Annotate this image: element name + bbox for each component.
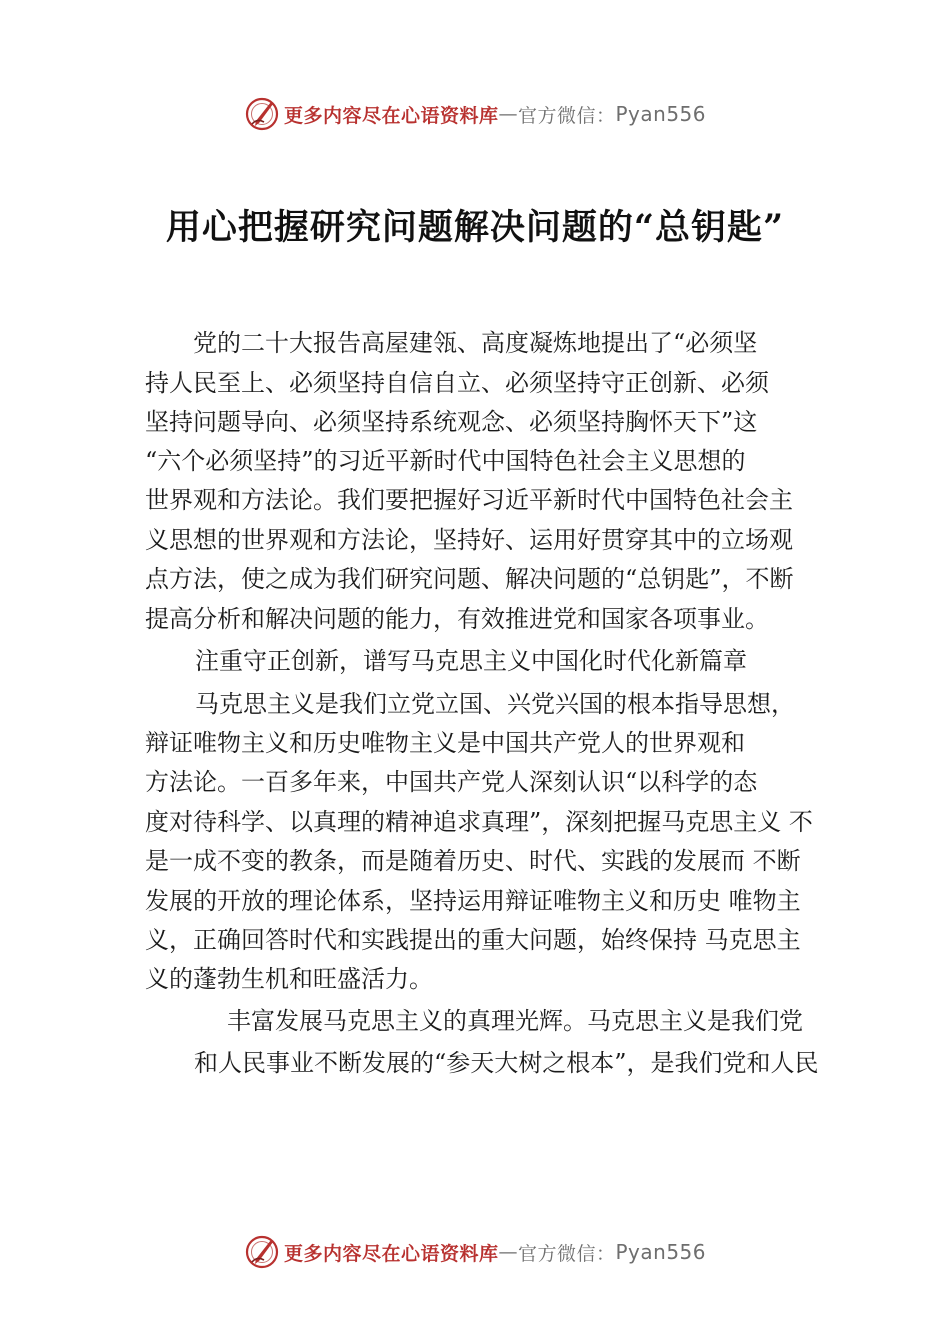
document-title: 用心把握研究问题解决问题的“总钥匙”	[165, 207, 785, 248]
body-line: 党的二十大报告高屋建瓴、高度凝炼地提出了“必须坚	[193, 329, 758, 357]
body-line: 是一成不变的教条，而是随着历史、时代、实践的发展而 不断	[145, 847, 801, 875]
body-line: 发展的开放的理论体系，坚持运用辩证唯物主义和历史 唯物主	[145, 887, 801, 915]
section-heading: 注重守正创新，谱写马克思主义中国化时代化新篇章	[195, 647, 747, 675]
watermark-red-text: 更多内容尽在心语资料库	[283, 104, 499, 127]
body-line: 方法论。一百多年来，中国共产党人深刻认识“以科学的态	[145, 768, 758, 796]
body-line: 丰富发展马克思主义的真理光辉。马克思主义是我们党	[227, 1007, 803, 1035]
body-line: 义，正确回答时代和实践提出的重大问题，始终保持 马克思主	[145, 926, 801, 954]
body-line: “六个必须坚持”的习近平新时代中国特色社会主义思想的	[145, 447, 746, 475]
watermark-gray-text: 官方微信：	[517, 1242, 616, 1265]
body-line: 提高分析和解决问题的能力，有效推进党和国家各项事业。	[145, 605, 769, 633]
body-line: 义的蓬勃生机和旺盛活力。	[145, 965, 433, 993]
watermark-gray-text: 官方微信：	[517, 104, 616, 127]
watermark-dash: —	[498, 1241, 518, 1263]
body-line: 世界观和方法论。我们要把握好习近平新时代中国特色社会主	[145, 486, 793, 514]
watermark-red-text: 更多内容尽在心语资料库	[283, 1242, 499, 1265]
body-line: 度对待科学、以真理的精神追求真理”，深刻把握马克思主义 不	[145, 808, 813, 836]
body-line: 点方法，使之成为我们研究问题、解决问题的“总钥匙”，不断	[145, 565, 794, 593]
header-watermark	[0, 92, 950, 136]
watermark-dash: —	[498, 103, 518, 125]
body-line: 马克思主义是我们立党立国、兴党兴国的根本指导思想，	[195, 690, 795, 718]
body-line: 和人民事业不断发展的“参天大树之根本”，是我们党和人民	[194, 1049, 819, 1077]
body-line: 坚持问题导向、必须坚持系统观念、必须坚持胸怀天下”这	[145, 408, 758, 436]
footer-watermark	[0, 1230, 950, 1274]
quill-logo-icon	[244, 1234, 280, 1270]
quill-logo-icon	[244, 96, 280, 132]
body-line: 持人民至上、必须坚持自信自立、必须坚持守正创新、必须	[145, 369, 769, 397]
watermark-wechat-id: Pyan556	[615, 102, 707, 126]
body-line: 义思想的世界观和方法论，坚持好、运用好贯穿其中的立场观	[145, 526, 793, 554]
watermark-wechat-id: Pyan556	[615, 1240, 707, 1264]
body-line: 辩证唯物主义和历史唯物主义是中国共产党人的世界观和	[145, 729, 745, 757]
